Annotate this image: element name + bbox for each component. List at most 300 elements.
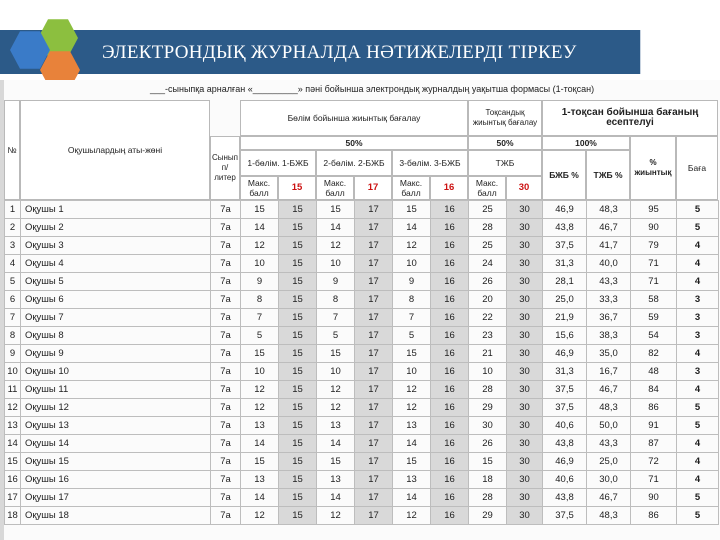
- bjb3-score: 10: [393, 255, 431, 273]
- bjb2-max: 17: [355, 219, 393, 237]
- bjb3-score: 8: [393, 291, 431, 309]
- bjb1-max: 15: [279, 201, 317, 219]
- student-name: Оқушы 10: [21, 363, 211, 381]
- tjb-percent: 48,3: [587, 399, 631, 417]
- header-tjb-percent: ТЖБ %: [586, 150, 630, 200]
- bjb1-max: 15: [279, 399, 317, 417]
- student-name: Оқушы 17: [21, 489, 211, 507]
- bjb1-max: 15: [279, 471, 317, 489]
- row-number: 17: [5, 489, 21, 507]
- bjb1-score: 12: [241, 507, 279, 525]
- tjb-max: 30: [507, 453, 543, 471]
- student-name: Оқушы 4: [21, 255, 211, 273]
- tjb-score: 29: [469, 507, 507, 525]
- bjb2-max: 17: [355, 381, 393, 399]
- bjb-percent: 21,9: [543, 309, 587, 327]
- bjb1-max: 15: [279, 237, 317, 255]
- header-class: Сынып п/литер: [210, 136, 240, 200]
- bjb2-max: 17: [355, 417, 393, 435]
- header-grade: Баға: [676, 136, 718, 200]
- bjb2-score: 12: [317, 237, 355, 255]
- row-number: 18: [5, 507, 21, 525]
- bjb3-max: 16: [431, 363, 469, 381]
- tjb-score: 26: [469, 435, 507, 453]
- class-cell: 7а: [211, 417, 241, 435]
- bjb2-max: 17: [355, 255, 393, 273]
- row-number: 13: [5, 417, 21, 435]
- header-bjb-group: Бөлім бойынша жиынтық бағалау: [240, 100, 468, 136]
- bjb3-score: 15: [393, 345, 431, 363]
- class-cell: 7а: [211, 363, 241, 381]
- bjb1-score: 14: [241, 219, 279, 237]
- table-row: [5, 345, 719, 363]
- bjb1-score: 15: [241, 201, 279, 219]
- bjb2-max: 17: [355, 291, 393, 309]
- bjb3-score: 14: [393, 435, 431, 453]
- grade-cell: 4: [677, 381, 719, 399]
- grade-cell: 3: [677, 363, 719, 381]
- bjb-percent: 28,1: [543, 273, 587, 291]
- student-name: Оқушы 15: [21, 453, 211, 471]
- header-max-value-3: 16: [430, 176, 468, 200]
- student-name: Оқушы 6: [21, 291, 211, 309]
- bjb2-max: 17: [355, 273, 393, 291]
- tjb-percent: 46,7: [587, 219, 631, 237]
- bjb1-score: 10: [241, 255, 279, 273]
- table-row: [5, 453, 719, 471]
- total-percent: 86: [631, 507, 677, 525]
- header-bjb-percent: БЖБ %: [542, 150, 586, 200]
- bjb2-score: 8: [317, 291, 355, 309]
- table-row: [5, 507, 719, 525]
- bjb2-max: 17: [355, 489, 393, 507]
- header-max-ball-1: Макс. балл: [240, 176, 278, 200]
- class-cell: 7а: [211, 399, 241, 417]
- tjb-percent: 41,7: [587, 237, 631, 255]
- row-number: 2: [5, 219, 21, 237]
- tjb-percent: 36,7: [587, 309, 631, 327]
- tjb-percent: 33,3: [587, 291, 631, 309]
- grade-cell: 3: [677, 291, 719, 309]
- student-name: Оқушы 13: [21, 417, 211, 435]
- tjb-percent: 30,0: [587, 471, 631, 489]
- grade-cell: 5: [677, 399, 719, 417]
- bjb3-max: 16: [431, 453, 469, 471]
- row-number: 5: [5, 273, 21, 291]
- table-row: [5, 363, 719, 381]
- header-tjb: ТЖБ: [468, 150, 542, 176]
- bjb2-score: 15: [317, 345, 355, 363]
- tjb-score: 21: [469, 345, 507, 363]
- bjb1-max: 15: [279, 363, 317, 381]
- class-cell: 7а: [211, 237, 241, 255]
- row-number: 4: [5, 255, 21, 273]
- student-name: Оқушы 14: [21, 435, 211, 453]
- tjb-score: 25: [469, 237, 507, 255]
- row-number: 10: [5, 363, 21, 381]
- bjb3-max: 16: [431, 291, 469, 309]
- row-number: 6: [5, 291, 21, 309]
- bjb1-max: 15: [279, 417, 317, 435]
- bjb-percent: 46,9: [543, 453, 587, 471]
- tjb-max: 30: [507, 471, 543, 489]
- tjb-max: 30: [507, 345, 543, 363]
- grade-cell: 4: [677, 345, 719, 363]
- header-section-2: 2-бөлім. 2-БЖБ: [316, 150, 392, 176]
- table-row: [5, 471, 719, 489]
- bjb3-score: 13: [393, 471, 431, 489]
- total-percent: 72: [631, 453, 677, 471]
- grade-cell: 4: [677, 435, 719, 453]
- bjb2-max: 17: [355, 453, 393, 471]
- sheet-caption: ___-сыныпқа арналған «_________» пәні бойынша электрондық журналдың уақытша формасы (1-тоқсан): [150, 84, 595, 94]
- bjb3-max: 16: [431, 327, 469, 345]
- total-percent: 58: [631, 291, 677, 309]
- row-number: 7: [5, 309, 21, 327]
- bjb-percent: 37,5: [543, 237, 587, 255]
- table-row: [5, 309, 719, 327]
- bjb2-max: 17: [355, 309, 393, 327]
- total-percent: 82: [631, 345, 677, 363]
- bjb2-max: 17: [355, 363, 393, 381]
- bjb2-score: 12: [317, 507, 355, 525]
- table-row: [5, 273, 719, 291]
- bjb1-score: 15: [241, 453, 279, 471]
- total-percent: 86: [631, 399, 677, 417]
- table-row: [5, 435, 719, 453]
- table-row: [5, 489, 719, 507]
- grade-cell: 3: [677, 309, 719, 327]
- table-row: [5, 255, 719, 273]
- grade-cell: 4: [677, 237, 719, 255]
- tjb-score: 30: [469, 417, 507, 435]
- slide-header: [0, 0, 720, 80]
- student-name: Оқушы 3: [21, 237, 211, 255]
- tjb-max: 30: [507, 489, 543, 507]
- bjb-percent: 40,6: [543, 471, 587, 489]
- grade-cell: 5: [677, 417, 719, 435]
- bjb3-score: 12: [393, 237, 431, 255]
- bjb2-score: 14: [317, 219, 355, 237]
- bjb1-score: 12: [241, 237, 279, 255]
- bjb1-score: 10: [241, 363, 279, 381]
- table-row: [5, 237, 719, 255]
- bjb2-score: 12: [317, 399, 355, 417]
- grade-cell: 4: [677, 471, 719, 489]
- tjb-percent: 46,7: [587, 489, 631, 507]
- tjb-percent: 43,3: [587, 273, 631, 291]
- title-bar-edge: [640, 30, 720, 74]
- bjb3-max: 16: [431, 255, 469, 273]
- table-row: [5, 381, 719, 399]
- class-cell: 7а: [211, 273, 241, 291]
- grade-cell: 5: [677, 507, 719, 525]
- tjb-score: 25: [469, 201, 507, 219]
- tjb-score: 10: [469, 363, 507, 381]
- bjb2-max: 17: [355, 399, 393, 417]
- bjb1-score: 13: [241, 471, 279, 489]
- bjb3-score: 12: [393, 507, 431, 525]
- bjb3-score: 13: [393, 417, 431, 435]
- class-cell: 7а: [211, 471, 241, 489]
- class-cell: 7а: [211, 327, 241, 345]
- results-table: [4, 200, 719, 525]
- bjb2-max: 17: [355, 435, 393, 453]
- tjb-max: 30: [507, 399, 543, 417]
- header-num: №: [4, 100, 20, 200]
- bjb2-score: 10: [317, 255, 355, 273]
- header-total-pct: 100%: [542, 136, 630, 150]
- bjb1-score: 7: [241, 309, 279, 327]
- tjb-max: 30: [507, 219, 543, 237]
- bjb-percent: 25,0: [543, 291, 587, 309]
- bjb1-score: 12: [241, 399, 279, 417]
- row-number: 8: [5, 327, 21, 345]
- bjb3-max: 16: [431, 219, 469, 237]
- table-body: [5, 201, 719, 525]
- tjb-max: 30: [507, 363, 543, 381]
- bjb2-score: 7: [317, 309, 355, 327]
- total-percent: 54: [631, 327, 677, 345]
- row-number: 16: [5, 471, 21, 489]
- slide-title: ЭЛЕКТРОНДЫҚ ЖУРНАЛДА НӘТИЖЕЛЕРДІ ТІРКЕУ: [102, 42, 577, 63]
- table-row: [5, 399, 719, 417]
- total-percent: 95: [631, 201, 677, 219]
- bjb-percent: 37,5: [543, 507, 587, 525]
- table-row: [5, 291, 719, 309]
- header-section-3: 3-бөлім. 3-БЖБ: [392, 150, 468, 176]
- bjb3-max: 16: [431, 345, 469, 363]
- bjb1-max: 15: [279, 327, 317, 345]
- class-cell: 7а: [211, 291, 241, 309]
- tjb-max: 30: [507, 273, 543, 291]
- grade-cell: 5: [677, 489, 719, 507]
- total-percent: 90: [631, 219, 677, 237]
- tjb-percent: 35,0: [587, 345, 631, 363]
- bjb3-score: 15: [393, 453, 431, 471]
- class-cell: 7а: [211, 201, 241, 219]
- bjb1-score: 5: [241, 327, 279, 345]
- row-number: 3: [5, 237, 21, 255]
- total-percent: 91: [631, 417, 677, 435]
- grade-cell: 3: [677, 327, 719, 345]
- bjb-percent: 43,8: [543, 219, 587, 237]
- class-cell: 7а: [211, 489, 241, 507]
- tjb-score: 26: [469, 273, 507, 291]
- bjb1-max: 15: [279, 489, 317, 507]
- bjb1-max: 15: [279, 255, 317, 273]
- bjb-percent: 46,9: [543, 345, 587, 363]
- bjb2-score: 15: [317, 453, 355, 471]
- grade-cell: 4: [677, 255, 719, 273]
- bjb3-score: 10: [393, 363, 431, 381]
- row-number: 14: [5, 435, 21, 453]
- bjb1-max: 15: [279, 435, 317, 453]
- tjb-max: 30: [507, 309, 543, 327]
- bjb2-score: 13: [317, 417, 355, 435]
- bjb2-score: 13: [317, 471, 355, 489]
- bjb2-max: 17: [355, 201, 393, 219]
- total-percent: 71: [631, 255, 677, 273]
- bjb3-max: 16: [431, 417, 469, 435]
- bjb1-score: 14: [241, 435, 279, 453]
- row-number: 15: [5, 453, 21, 471]
- class-cell: 7а: [211, 453, 241, 471]
- header-tjb-pct: 50%: [468, 136, 542, 150]
- grade-cell: 4: [677, 273, 719, 291]
- row-number: 1: [5, 201, 21, 219]
- header-max-value-4: 30: [506, 176, 542, 200]
- tjb-score: 29: [469, 399, 507, 417]
- class-cell: 7а: [211, 255, 241, 273]
- bjb2-score: 15: [317, 201, 355, 219]
- bjb-percent: 31,3: [543, 363, 587, 381]
- tjb-max: 30: [507, 381, 543, 399]
- tjb-max: 30: [507, 327, 543, 345]
- total-percent: 71: [631, 471, 677, 489]
- tjb-percent: 50,0: [587, 417, 631, 435]
- tjb-percent: 46,7: [587, 381, 631, 399]
- tjb-score: 18: [469, 471, 507, 489]
- header-bjb-pct: 50%: [240, 136, 468, 150]
- header-max-value-1: 15: [278, 176, 316, 200]
- table-row: [5, 327, 719, 345]
- bjb-percent: 15,6: [543, 327, 587, 345]
- total-percent: 59: [631, 309, 677, 327]
- tjb-percent: 40,0: [587, 255, 631, 273]
- header-max-ball-4: Макс. балл: [468, 176, 506, 200]
- header-quarter-group: 1-тоқсан бойынша бағаның есептелуі: [542, 100, 718, 136]
- class-cell: 7а: [211, 219, 241, 237]
- bjb3-max: 16: [431, 471, 469, 489]
- bjb2-score: 14: [317, 489, 355, 507]
- bjb1-score: 14: [241, 489, 279, 507]
- student-name: Оқушы 11: [21, 381, 211, 399]
- student-name: Оқушы 18: [21, 507, 211, 525]
- bjb-percent: 43,8: [543, 435, 587, 453]
- tjb-max: 30: [507, 417, 543, 435]
- tjb-percent: 38,3: [587, 327, 631, 345]
- student-name: Оқушы 9: [21, 345, 211, 363]
- bjb3-score: 12: [393, 381, 431, 399]
- tjb-max: 30: [507, 237, 543, 255]
- student-name: Оқушы 16: [21, 471, 211, 489]
- bjb3-max: 16: [431, 201, 469, 219]
- tjb-percent: 48,3: [587, 201, 631, 219]
- class-cell: 7а: [211, 309, 241, 327]
- bjb1-max: 15: [279, 507, 317, 525]
- bjb3-max: 16: [431, 237, 469, 255]
- bjb-percent: 31,3: [543, 255, 587, 273]
- total-percent: 84: [631, 381, 677, 399]
- bjb3-score: 14: [393, 489, 431, 507]
- bjb1-score: 9: [241, 273, 279, 291]
- bjb2-score: 5: [317, 327, 355, 345]
- tjb-percent: 43,3: [587, 435, 631, 453]
- bjb1-score: 12: [241, 381, 279, 399]
- bjb1-max: 15: [279, 345, 317, 363]
- class-cell: 7а: [211, 507, 241, 525]
- header-max-value-2: 17: [354, 176, 392, 200]
- bjb2-score: 10: [317, 363, 355, 381]
- tjb-score: 24: [469, 255, 507, 273]
- bjb1-score: 13: [241, 417, 279, 435]
- bjb3-score: 15: [393, 201, 431, 219]
- bjb1-max: 15: [279, 309, 317, 327]
- total-percent: 90: [631, 489, 677, 507]
- student-name: Оқушы 12: [21, 399, 211, 417]
- class-cell: 7а: [211, 381, 241, 399]
- bjb1-max: 15: [279, 219, 317, 237]
- bjb3-score: 12: [393, 399, 431, 417]
- bjb2-max: 17: [355, 507, 393, 525]
- row-number: 11: [5, 381, 21, 399]
- bjb1-score: 15: [241, 345, 279, 363]
- bjb-percent: 43,8: [543, 489, 587, 507]
- tjb-max: 30: [507, 507, 543, 525]
- header-section-1: 1-бөлім. 1-БЖБ: [240, 150, 316, 176]
- tjb-score: 28: [469, 381, 507, 399]
- bjb3-score: 9: [393, 273, 431, 291]
- tjb-max: 30: [507, 201, 543, 219]
- header-tjb-group: Тоқсандық жиынтық бағалау: [468, 100, 542, 136]
- student-name: Оқушы 2: [21, 219, 211, 237]
- total-percent: 87: [631, 435, 677, 453]
- student-name: Оқушы 5: [21, 273, 211, 291]
- tjb-score: 28: [469, 219, 507, 237]
- bjb2-max: 17: [355, 327, 393, 345]
- bjb1-max: 15: [279, 381, 317, 399]
- bjb3-score: 7: [393, 309, 431, 327]
- total-percent: 79: [631, 237, 677, 255]
- tjb-max: 30: [507, 291, 543, 309]
- tjb-percent: 48,3: [587, 507, 631, 525]
- bjb-percent: 40,6: [543, 417, 587, 435]
- header-max-ball-3: Макс. балл: [392, 176, 430, 200]
- bjb3-max: 16: [431, 309, 469, 327]
- class-cell: 7а: [211, 435, 241, 453]
- bjb1-max: 15: [279, 273, 317, 291]
- row-number: 12: [5, 399, 21, 417]
- bjb2-max: 17: [355, 345, 393, 363]
- row-number: 9: [5, 345, 21, 363]
- grade-cell: 5: [677, 219, 719, 237]
- bjb3-score: 5: [393, 327, 431, 345]
- tjb-percent: 25,0: [587, 453, 631, 471]
- grade-cell: 5: [677, 201, 719, 219]
- bjb3-max: 16: [431, 489, 469, 507]
- header-max-ball-2: Макс. балл: [316, 176, 354, 200]
- total-percent: 48: [631, 363, 677, 381]
- header-student: Оқушылардың аты-жөні: [20, 100, 210, 200]
- class-cell: 7а: [211, 345, 241, 363]
- tjb-max: 30: [507, 435, 543, 453]
- bjb1-max: 15: [279, 453, 317, 471]
- bjb2-score: 12: [317, 381, 355, 399]
- bjb2-score: 14: [317, 435, 355, 453]
- bjb1-max: 15: [279, 291, 317, 309]
- bjb-percent: 37,5: [543, 399, 587, 417]
- grade-cell: 4: [677, 453, 719, 471]
- bjb3-max: 16: [431, 435, 469, 453]
- header-total-percent: % жиынтық: [630, 136, 676, 200]
- bjb3-max: 16: [431, 381, 469, 399]
- tjb-score: 20: [469, 291, 507, 309]
- table-row: [5, 417, 719, 435]
- bjb1-score: 8: [241, 291, 279, 309]
- student-name: Оқушы 7: [21, 309, 211, 327]
- bjb-percent: 37,5: [543, 381, 587, 399]
